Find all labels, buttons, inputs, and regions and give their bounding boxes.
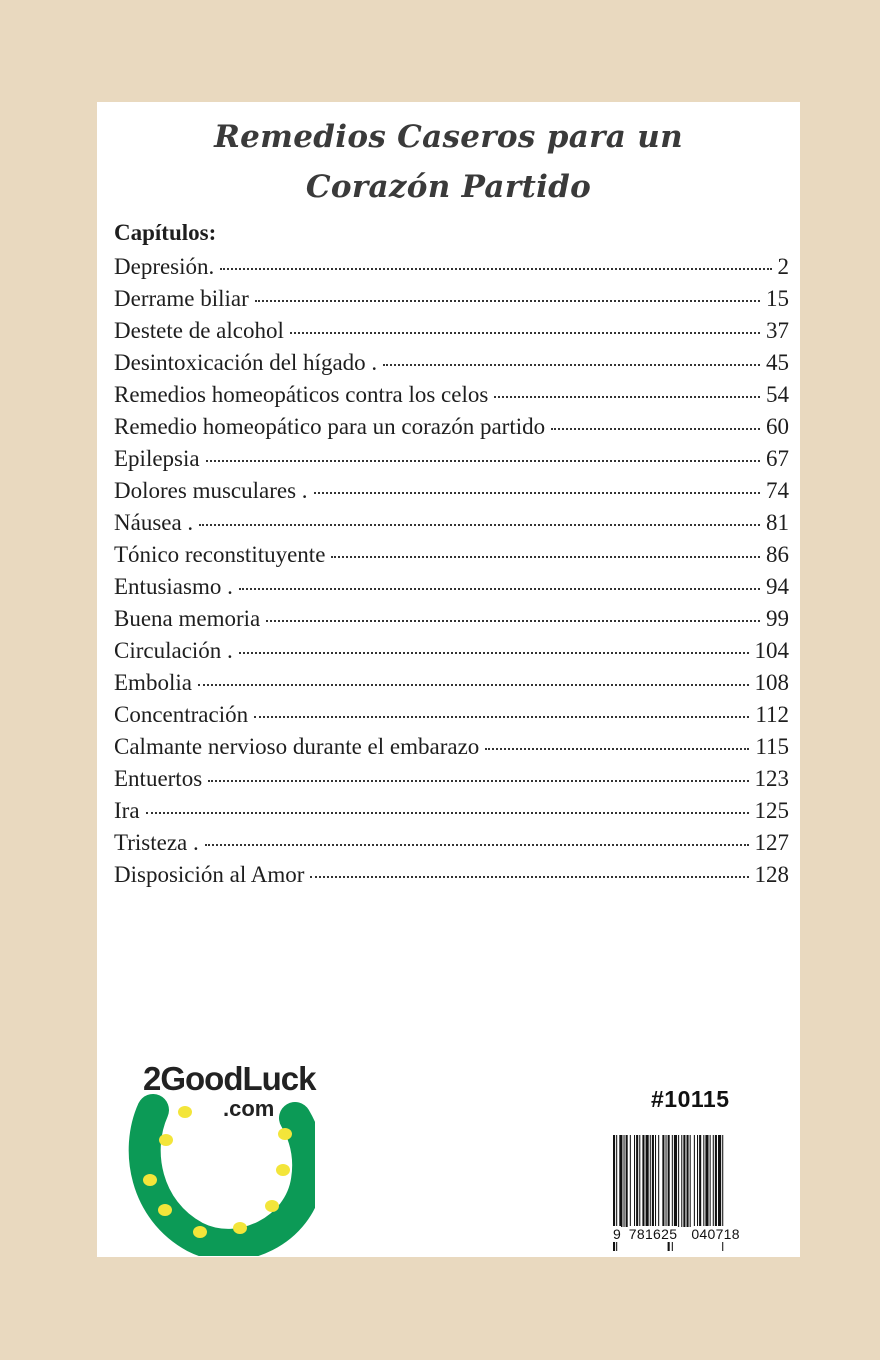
toc-entry — [114, 603, 789, 635]
toc-entry — [114, 443, 789, 475]
toc-entry-title: Náusea . — [114, 510, 194, 535]
toc-entry-title: Concentración — [114, 702, 249, 727]
barcode-bar — [630, 1135, 631, 1227]
toc-entry-title: Depresión. — [114, 254, 215, 279]
barcode-bar — [636, 1135, 638, 1227]
barcode-bar — [705, 1135, 708, 1227]
toc-leader-dots — [198, 684, 749, 686]
toc-entry-page: 125 — [754, 798, 789, 823]
toc-leader-dots — [146, 812, 749, 814]
toc-entry-title: Ira — [114, 798, 140, 823]
toc-entry-page: 115 — [755, 734, 789, 759]
toc-leader-dots — [314, 492, 760, 494]
toc-entry-page: 112 — [755, 702, 789, 727]
table-of-contents — [114, 251, 789, 891]
barcode-bar — [619, 1135, 622, 1227]
toc-entry — [114, 539, 789, 571]
barcode-bar — [710, 1135, 711, 1227]
toc-entry-page: 81 — [766, 510, 789, 535]
barcode-bar — [715, 1135, 717, 1227]
barcode-bar — [662, 1135, 664, 1227]
barcode-bar — [624, 1135, 625, 1227]
toc-leader-dots — [220, 268, 771, 270]
barcode-bar — [655, 1135, 656, 1227]
toc-leader-dots — [206, 460, 760, 462]
barcode-bar — [718, 1135, 721, 1227]
toc-entry-page: 123 — [754, 766, 789, 791]
barcode-bar — [678, 1135, 679, 1227]
toc-entry-title: Tónico reconstituyente — [114, 542, 326, 567]
toc-entry — [114, 283, 789, 315]
toc-entry-title: Remedios homeopáticos contra los celos — [114, 382, 489, 407]
toc-entry-title: Dolores musculares . — [114, 478, 308, 503]
toc-entry-page: 99 — [766, 606, 789, 631]
toc-entry — [114, 315, 789, 347]
toc-entry-page: 60 — [766, 414, 789, 439]
barcode-bar — [639, 1135, 640, 1227]
toc-leader-dots — [331, 556, 760, 558]
barcode-bar — [646, 1135, 649, 1227]
toc-leader-dots — [255, 300, 760, 302]
toc-entry-title: Embolia — [114, 670, 192, 695]
book-title-line1: Remedios Caseros para un — [214, 119, 683, 155]
barcode-bar — [683, 1135, 685, 1227]
toc-entry-title: Desintoxicación del hígado . — [114, 350, 378, 375]
toc-entry-title: Remedio homeopático para un corazón partido — [114, 414, 546, 439]
barcode-bar — [703, 1135, 704, 1227]
toc-leader-dots — [239, 652, 749, 654]
toc-entry-title: Buena memoria — [114, 606, 261, 631]
barcode-bar — [681, 1135, 682, 1227]
toc-leader-dots — [310, 876, 748, 878]
logo-wordmark: 2GoodLuck — [143, 1060, 316, 1097]
logo-domain: .com — [223, 1096, 275, 1121]
toc-entry — [114, 475, 789, 507]
toc-entry-page: 86 — [766, 542, 789, 567]
toc-leader-dots — [205, 844, 749, 846]
toc-entry — [114, 347, 789, 379]
toc-entry — [114, 379, 789, 411]
toc-entry-page: 37 — [766, 318, 789, 343]
barcode-bar — [650, 1135, 651, 1227]
back-cover-page — [97, 102, 800, 1257]
toc-entry — [114, 667, 789, 699]
barcode-bar — [634, 1135, 635, 1227]
toc-entry — [114, 763, 789, 795]
toc-leader-dots — [199, 524, 760, 526]
toc-entry — [114, 635, 789, 667]
toc-heading: Capítulos: — [114, 220, 217, 245]
toc-leader-dots — [383, 364, 760, 366]
toc-entry-title: Epilepsia — [114, 446, 200, 471]
toc-entry — [114, 571, 789, 603]
toc-leader-dots — [239, 588, 760, 590]
barcode-bar — [652, 1135, 654, 1227]
barcode-bar — [658, 1135, 659, 1227]
toc-entry-title: Entuertos — [114, 766, 203, 791]
toc-entry-title: Derrame biliar — [114, 286, 249, 311]
toc-leader-dots — [290, 332, 760, 334]
barcode-bar — [694, 1135, 695, 1227]
barcode-bar — [713, 1135, 714, 1227]
toc-leader-dots — [208, 780, 748, 782]
toc-entry — [114, 507, 789, 539]
toc-entry — [114, 731, 789, 763]
barcode-bar — [697, 1135, 698, 1227]
barcode-bar — [690, 1135, 691, 1227]
toc-entry-page: 15 — [766, 286, 789, 311]
toc-leader-dots — [485, 748, 749, 750]
toc-entry — [114, 699, 789, 731]
toc-entry-title: Entusiasmo . — [114, 574, 233, 599]
toc-entry-page: 67 — [766, 446, 789, 471]
toc-entry-page: 127 — [754, 830, 789, 855]
toc-entry-title: Circulación . — [114, 638, 233, 663]
barcode-bar — [666, 1135, 667, 1227]
toc-entry — [114, 827, 789, 859]
toc-entry — [114, 251, 789, 283]
toc-entry-page: 128 — [754, 862, 789, 887]
toc-entry — [114, 859, 789, 891]
toc-entry-title: Tristeza . — [114, 830, 199, 855]
toc-entry-page: 54 — [766, 382, 789, 407]
barcode-bar — [674, 1135, 677, 1227]
barcode-bar — [687, 1135, 689, 1227]
book-title-line2: Corazón Partido — [305, 169, 592, 205]
toc-entry-page: 2 — [777, 254, 789, 279]
toc-entry-title: Calmante nervioso durante el embarazo — [114, 734, 480, 759]
barcode-digits — [613, 1226, 773, 1242]
barcode-bar — [699, 1135, 701, 1227]
toc-entry — [114, 795, 789, 827]
toc-entry-page: 104 — [754, 638, 789, 663]
barcode-group1: 781625 — [628, 1226, 678, 1242]
barcode-lead-digit: 9 — [613, 1226, 621, 1242]
product-number: #10115 — [651, 1086, 730, 1112]
toc-leader-dots — [551, 428, 760, 430]
toc-entry — [114, 411, 789, 443]
toc-entry-page: 108 — [754, 670, 789, 695]
toc-entry-page: 74 — [766, 478, 789, 503]
brand-logo — [125, 1060, 315, 1256]
barcode-group2: 040718 — [691, 1226, 740, 1242]
toc-entry-title: Disposición al Amor — [114, 862, 305, 887]
toc-leader-dots — [494, 396, 760, 398]
book-title — [97, 112, 800, 212]
barcode-bar — [642, 1135, 644, 1227]
toc-entry-title: Destete de alcohol — [114, 318, 284, 343]
toc-leader-dots — [254, 716, 749, 718]
toc-entry-page: 45 — [766, 350, 789, 375]
barcode-bar — [626, 1135, 628, 1227]
toc-entry-page: 94 — [766, 574, 789, 599]
toc-leader-dots — [266, 620, 760, 622]
